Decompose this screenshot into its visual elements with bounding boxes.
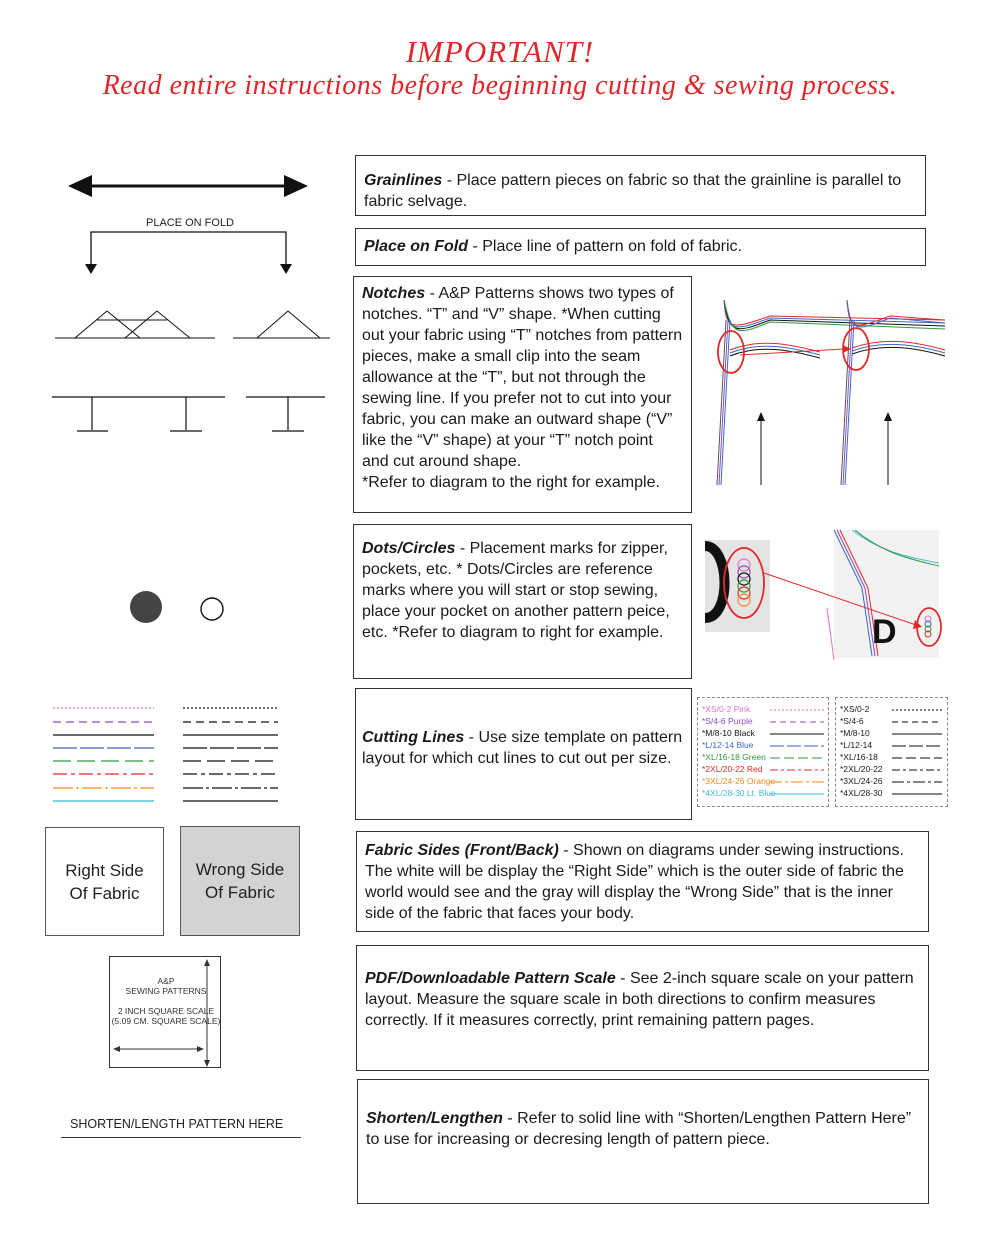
instructions-subtitle: Read entire instructions before beginning cutting & sewing process. [102,70,898,101]
legend-bw-7: *4XL/28-30 [840,788,883,798]
legend-bw-4: *XL/16-18 [840,752,878,762]
fabric-sides-box [356,831,929,932]
notches-box [353,276,692,513]
fold-text: - Place line of pattern on fold of fabric. [468,238,742,255]
legend-color-5: *2XL/20-22 Red [702,764,763,774]
scale-term: PDF/Downloadable Pattern Scale [365,970,616,987]
place-on-fold-arrow-icon [80,228,300,278]
fold-term: Place on Fold [364,238,469,255]
shorten-term: Shorten/Lengthen [366,1110,503,1127]
cutting-text: - Use size template on pattern layout for which cut lines to cut out per size. [362,729,683,767]
notch-example-diagram [700,300,950,490]
place-on-fold-box [355,228,926,266]
scale-box [356,945,929,1071]
important-heading: IMPORTANT! [405,34,595,69]
legend-color-6: *3XL/24-26 Orange [702,776,776,786]
cutting-lines-box [355,688,692,820]
dots-box [353,524,692,679]
size-legend-bw [835,697,948,807]
cutting-lines-icon [50,700,290,810]
dots-text: - Placement marks for zipper, pockets, etc. * Dots/Circles are reference marks where you will start or stop sewing, place your pocket on another pattern peice, etc. *Refer to diagram to right for example. [362,540,670,641]
shorten-box [357,1079,929,1204]
scale-text: - See 2-inch square scale on your pattern layout. Measure the square scale in both directions to confirm measures correctly. If it measures correctly, print remaining pattern pages. [365,970,914,1029]
scale-line-4: (5.09 CM. SQUARE SCALE) [111,1016,221,1026]
grainline-arrow-icon [60,166,320,206]
legend-color-lines [770,702,826,802]
legend-color-4: *XL/16-18 Green [702,752,766,762]
shorten-label: SHORTEN/LENGTH PATTERN HERE [70,1117,284,1131]
grainlines-text: - Place pattern pieces on fabric so that the grainline is parallel to fabric selvage. [364,172,902,210]
scale-line-2: SEWING PATTERNS [125,986,207,996]
legend-bw-5: *2XL/20-22 [840,764,883,774]
legend-color-7: *4XL/28-30 Lt. Blue [702,788,776,798]
size-legend-color [697,697,829,807]
legend-color-2: *M/8-10 Black [702,728,755,738]
fabric-sides-text: - Shown on diagrams under sewing instructions. The white will be display the “Right Side” which is the outer side of fabric the world would see and the gray will display the “Wrong Side” that is the inner side of the fabric that faces your body. [365,842,904,922]
notches-text: - A&P Patterns shows two types of notches. “T” and “V” shape. *When cutting out your fabric using “T” notches from pattern pieces, make a small clip into the seam allowance at the “T”, but not through the sewing line. If you prefer not to cut into your fabric, you can make an outward shape (“V” like the “V” shape) at your “T” notch point and cut around shape. [362,285,683,470]
scale-square [109,956,221,1068]
dots-example-diagram [702,528,952,663]
legend-color-1: *S/4-6 Purple [702,716,753,726]
legend-color-0: *XS/0-2 Pink [702,704,751,714]
notches-note: *Refer to diagram to the right for example. [362,474,660,491]
notch-shapes-icon [50,300,340,440]
dots-term: Dots/Circles [362,540,456,557]
grainlines-box [355,155,926,216]
fabric-sides-term: Fabric Sides (Front/Back) [365,842,559,859]
scale-line-1: A&P [157,976,175,986]
legend-bw-3: *L/12-14 [840,740,873,750]
grainlines-term: Grainlines [364,172,443,189]
notches-term: Notches [362,285,426,302]
legend-bw-1: *S/4-6 [840,716,864,726]
shorten-line [61,1137,301,1138]
legend-bw-6: *3XL/24-26 [840,776,883,786]
legend-bw-2: *M/8-10 [840,728,870,738]
legend-bw-0: *XS/0-2 [840,704,870,714]
place-on-fold-label: PLACE ON FOLD [145,217,235,229]
legend-bw-lines [892,702,944,802]
scale-line-3: 2 INCH SQUARE SCALE [117,1006,215,1016]
scale-arrows-icon [110,957,222,1069]
wrong-side-swatch: Wrong Side Of Fabric [180,826,300,936]
right-side-swatch: Right Side Of Fabric [45,827,164,936]
legend-color-3: *L/12-14 Blue [702,740,754,750]
svg-text:D: D [872,613,897,651]
cutting-term: Cutting Lines [362,729,465,746]
shorten-text: - Refer to solid line with “Shorten/Lengthen Pattern Here” to use for increasing or decresing length of pattern piece. [366,1110,912,1148]
dot-circle-icon [120,588,235,628]
